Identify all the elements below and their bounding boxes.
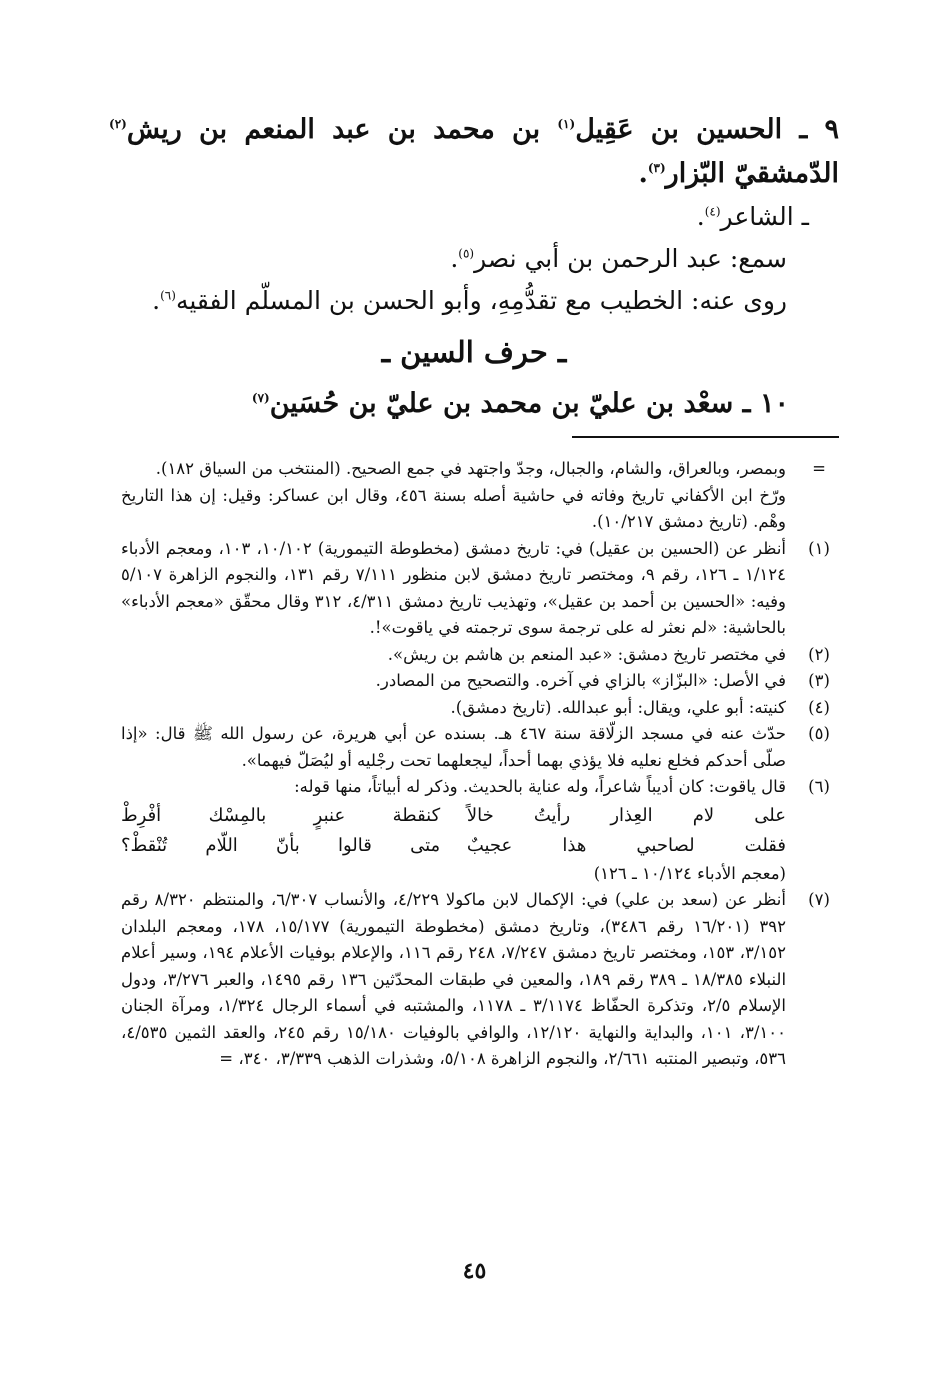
footnote-2 (121, 642, 839, 669)
verse-hemistich: فقلت لصاحبي هذا عجيبٌ (466, 834, 786, 856)
footnote-5 (121, 721, 839, 774)
occupation-text: ـ الشاعر (720, 202, 809, 231)
footnote-6 (121, 774, 839, 887)
footnote-text: أنظر عن (الحسين بن عقيل) في: تاريخ دمشق (مخطوطة التيمورية) ١٠/١٠٢، ١٠٣، ومعجم الأدباء ١/١٢٤ ـ ١٢٦، رقم ٩، ومختصر تاريخ دمشق لابن منظور ٧/١١١ رقم ١٣١، والنجوم الزاهرة ٥/١٠٧ وفيه: «الحسين بن أحمد بن عقيل»، وتهذيب تاريخ دمشق ٤/٣١١، ٣١٢ وقال محقّق «معجم الأدباء» بالحاشية: «لم نعثر له على ترجمة سوى ترجمته في ياقوت»!. (121, 538, 787, 637)
footnote-ref-5[interactable]: (٥) (458, 246, 475, 261)
footnote-continuation (121, 456, 839, 536)
footnote-number: (٧) (808, 890, 830, 909)
page-number: ٤٥ (462, 1258, 487, 1284)
verse-hemistich: متى قالوا بأنّ اللّام تُنْقطْ؟ (121, 834, 441, 856)
entry-9-title-text: بن محمد بن عبد المنعم بن ريش (126, 114, 558, 145)
footnote-number: (٣) (808, 671, 830, 690)
verse-hemistich: على لام العِذار رأيتُ خالاً (466, 804, 786, 826)
footnote-text: حدّث عنه في مسجد الزلّاقة سنة ٤٦٧ هـ. بسنده عن أبي هريرة، عن رسول الله ﷺ قال: «إذا صلّى أحدكم فخلع نعليه فلا يؤذي بهما أحداً، ليجعلهما تحت رجْليه أو ليُصَلّ فيهما». (121, 724, 786, 770)
footnote-1 (121, 536, 839, 642)
continuation-marker: = (812, 459, 826, 478)
entry-10-title (109, 382, 839, 426)
footnote-ref-6[interactable]: (٦) (160, 288, 176, 303)
footnote-ref-1[interactable]: (١) (557, 117, 576, 131)
footnote-ref-2[interactable]: (٢) (109, 117, 127, 131)
footnote-text: قال ياقوت: كان أديباً شاعراً، وله عناية بالحديث. وذكر له أبياتاً، منها قوله: (294, 777, 786, 796)
poem-verse (121, 831, 786, 861)
footnote-divider (572, 436, 839, 438)
footnote-number: (٤) (808, 697, 830, 717)
entry-9-title-text: ٩ ـ الحسين بن عَقِيل (575, 114, 839, 145)
entry-9-occupation: ـ الشاعر$^{(٤)}$. (696, 202, 809, 231)
footnote-source: (معجم الأدباء ١٠/١٢٤ ـ ١٢٦) (593, 863, 786, 883)
narrated-by-text: روى عنه: الخطيب مع تقدُّمِهِ، وأبو الحسن بن المسلّم الفقيه (175, 286, 787, 315)
entry-9-narrated-by: روى عنه: الخطيب مع تقدُّمِهِ، وأبو الحسن بن المسلّم الفقيه$^{(٦)}$. (152, 286, 787, 315)
footnote-ref-4[interactable]: (٤) (704, 204, 721, 219)
entry-9-title-text: الدّمشقيّ البّزار (665, 158, 839, 189)
footnote-number: (٥) (808, 724, 830, 743)
footnote-4 (121, 695, 839, 722)
footnote-7 (121, 887, 839, 1073)
footnote-text: ورّخ ابن الأكفاني تاريخ وفاته في حاشية أصله بسنة ٤٥٦، وقال ابن عساكر: وقيل: إن هذا التاريخ وهْم. (تاريخ دمشق ١٠/٢١٧). (121, 485, 787, 531)
main-text (109, 108, 839, 426)
footnote-ref-3[interactable]: (٣) (647, 161, 666, 175)
footnote-number: (٦) (808, 777, 830, 796)
verse-hemistich: كنقطة عنبرٍ بالمِسْك أفْرِطْ (121, 804, 441, 826)
footnote-text: في الأصل: «البزّاز» بالزاي في آخره. والتصحيح من المصادر. (375, 671, 786, 690)
footnote-text: وبمصر، وبالعراق، والشام، والجبال، وجدّ واجتهد في جمع الصحيح. (المنتخب من السياق ١٨٢). (155, 459, 786, 478)
footnote-3 (121, 668, 839, 695)
footnote-text: في مختصر تاريخ دمشق: «عبد المنعم بن هاشم بن ريش». (387, 644, 786, 664)
entry-10-title-text: ١٠ ـ سعْد بن عليّ بن محمد بن عليّ بن حُسَين (269, 388, 789, 419)
footnote-text: كنيته: أبو علي، ويقال: أبو عبدالله. (تاريخ دمشق). (450, 697, 786, 717)
section-heading: ـ حرف السين ـ (381, 335, 567, 369)
footnote-number: (١) (808, 538, 830, 558)
entry-9-title (109, 108, 839, 196)
heard-from-text: سمع: عبد الرحمن بن أبي نصر (474, 244, 787, 273)
entry-9-title-text: . (638, 158, 648, 189)
footnotes (121, 456, 839, 1073)
footnote-ref-7[interactable]: (٧) (251, 391, 270, 405)
entry-9-heard-from: سمع: عبد الرحمن بن أبي نصر$^{(٥)}$. (450, 244, 787, 273)
footnote-number: (٢) (808, 644, 830, 664)
poem-verse (121, 801, 786, 831)
footnote-text: أنظر عن (سعد بن علي) في: الإكمال لابن ماكولا ٤/٢٢٩، والأنساب ٦/٣٠٧، والمنتظم ٨/٣٢٠ رقم ٣٩٢ (١٦/٢٠١ رقم ٣٤٨٦)، وتاريخ دمشق (مخطوطة التيمورية) ١٥/١٧٧، ١٧٨، ومعجم البلدان ٣/١٥٢، ١٥٣، ومختصر تاريخ دمشق ٧/٢٤٧، ٢٤٨ رقم ١١٦، والإعلام بوفيات الأعلام ١٩٤، وسير أعلام النبلاء ١٨/٣٨٥ ـ ٣٨٩ رقم ١٨٩، والمعين في طبقات المحدّثين ١٣٦ رقم ١٤٩٥، والعبر ٣/٢٧٦، ودول الإسلام ٢/٥، وتذكرة الحفّاظ ٣/١١٧٤ ـ ١١٧٨، والمشتبه في أسماء الرجال ١/٣٢٤، ومرآة الجنان ٣/١٠٠، ١٠١، والبداية والنهاية ١٢/١٢٠، والوافي بالوفيات ١٥/١٨٠ رقم ٢٤٥، والعقد الثمين ٤/٥٣٥، ٥٣٦، وتبصير المنتبه ٢/٦٦١، والنجوم الزاهرة ٥/١٠٨، وشذرات الذهب ٣/٣٣٩، ٣٤٠، = (121, 890, 787, 1068)
